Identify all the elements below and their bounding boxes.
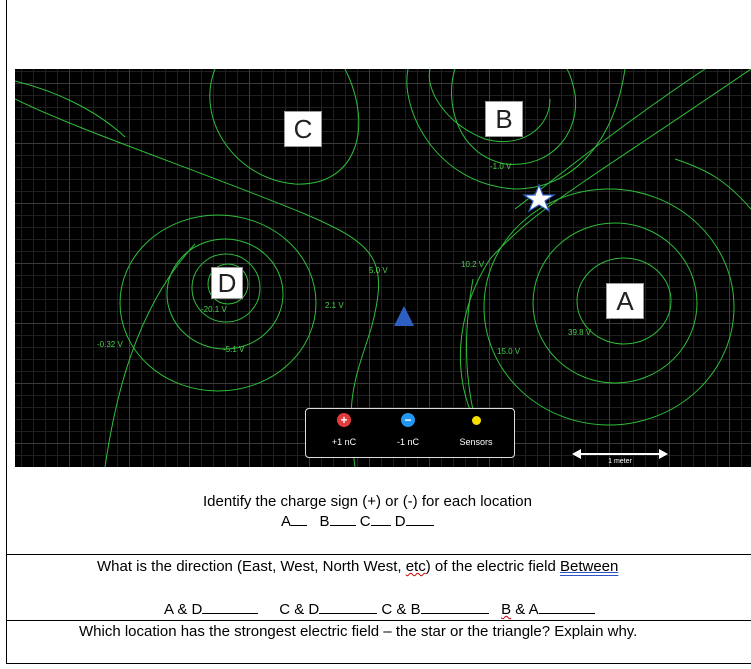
voltage-label: 10.2 V [461,260,485,269]
answer-blank-a[interactable] [291,513,307,526]
location-c-label: C [284,111,322,147]
voltage-label: 5.0 V [369,266,388,275]
answer-label-d: D [394,513,406,530]
pair-b-a-label-rest: & A [511,601,539,618]
question-2-text [97,558,618,575]
electric-field-simulation [15,69,751,467]
answer-blank-c[interactable] [371,513,391,526]
answer-blank-b[interactable] [330,513,356,526]
answer-label-a: A [281,513,292,530]
voltage-label: 39.8 V [568,328,592,337]
question-2-prefix: What is the direction (East, West, North West, [97,558,406,575]
pair-c-b-label: C & B [381,601,421,618]
voltage-label: -0.32 V [97,340,123,349]
negative-charge-tool[interactable] [378,413,438,447]
voltage-label: 2.1 V [325,301,344,310]
star-marker [524,185,554,211]
page-border-left [6,0,7,664]
voltage-label: -1.0 V [490,162,512,171]
location-b-label: B [485,101,523,137]
question-2-pairs [164,601,595,618]
table-divider-2 [6,620,751,621]
voltage-label: -20.1 V [201,305,227,314]
ruler-label: 1 meter [608,458,632,465]
positive-charge-label: +1 nC [331,437,357,447]
answer-label-c: C [359,513,371,530]
charge-toolbox [305,408,515,458]
answer-blank-d[interactable] [406,513,434,526]
question-2-etc: etc [405,558,426,575]
pair-c-d-blank[interactable] [319,601,377,614]
pair-c-d-label: C & D [279,601,320,618]
voltage-label: 15.0 V [497,347,521,356]
answer-label-b: B [319,513,330,530]
negative-charge-label: -1 nC [396,437,419,447]
pair-c-b-blank[interactable] [421,601,489,614]
pair-b-a-label-b: B [501,601,512,618]
pair-a-d-label: A & D [164,601,203,618]
location-d-label: D [211,267,243,299]
question-1-answers [281,513,434,530]
pair-b-a-blank[interactable] [539,601,595,614]
page-border-bottom [6,663,751,664]
plus-icon: + [337,413,351,427]
sensor-icon [472,416,481,425]
minus-icon: − [401,413,415,427]
pair-a-d-blank[interactable] [202,601,258,614]
measuring-ruler[interactable] [572,449,668,467]
location-a-label: A [606,283,644,319]
sensors-label: Sensors [459,437,493,447]
question-2-mid: ) of the electric field [425,558,560,575]
voltage-label: -5.1 V [223,345,245,354]
question-3-text: Which location has the strongest electric field – the star or the triangle? Explain why. [79,623,638,640]
triangle-marker [394,306,414,326]
sensors-tool[interactable] [446,413,506,447]
question-1-title: Identify the charge sign (+) or (-) for each location [203,493,532,510]
table-divider-1 [6,554,751,555]
positive-charge-tool[interactable] [314,413,374,447]
question-2-between: Between [559,558,619,575]
ruler-bar [580,453,660,455]
